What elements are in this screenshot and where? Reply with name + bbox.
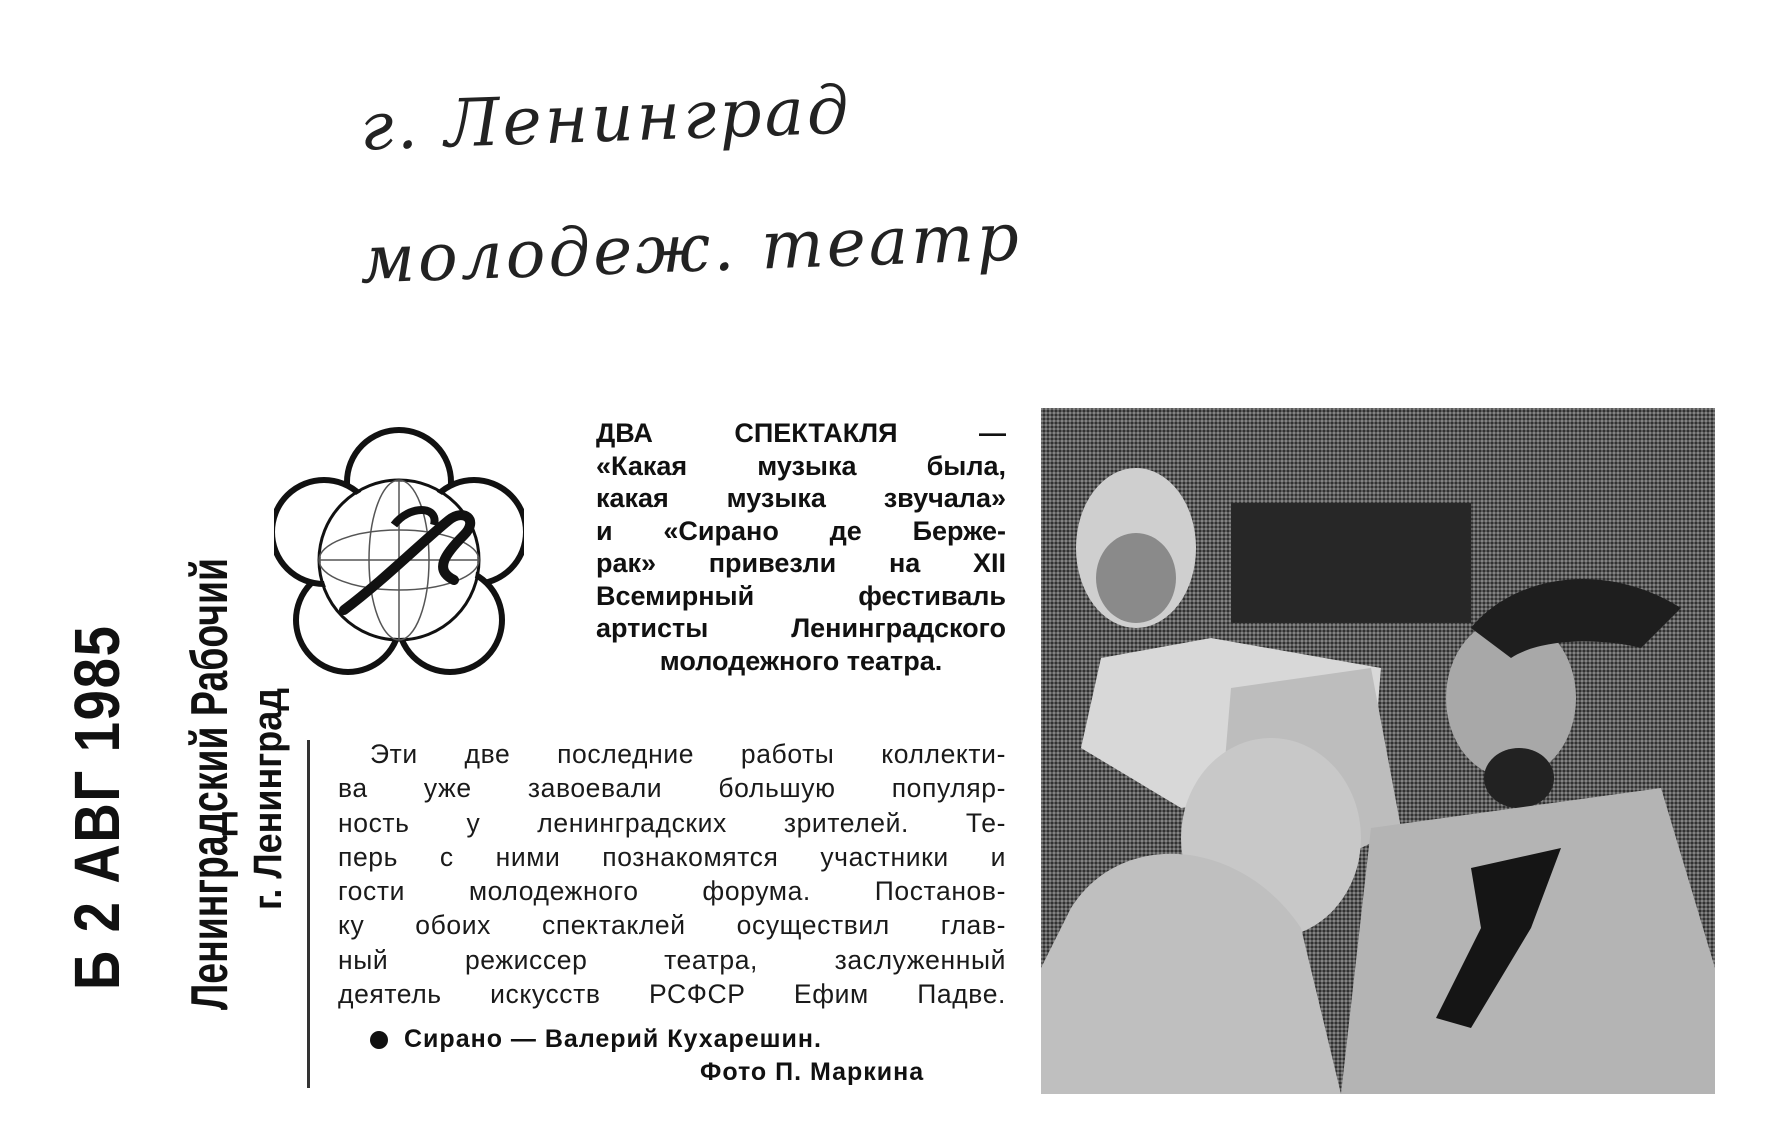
- body-line: деятель искусств РСФСР Ефим Падве.: [338, 979, 1006, 1010]
- lead-line: какая музыка звучала»: [596, 483, 1006, 513]
- handwritten-theatre-note: молодеж. театр: [358, 198, 1024, 299]
- lead-line: Всемирный фестиваль: [596, 580, 1006, 611]
- lead-line: рак» привезли на XII: [596, 548, 1006, 578]
- body-line: перь с ними познакомятся участники и: [338, 841, 1006, 872]
- lead-paragraph: [596, 417, 1006, 677]
- body-line: ва уже завоевали большую популяр-: [338, 773, 1006, 804]
- lead-line: артисты Ленинградского: [596, 613, 1006, 643]
- festival-flower-emblem-icon: [274, 420, 524, 690]
- newspaper-city-stamp: г. Ленинград: [246, 687, 290, 910]
- body-line: гости молодежного форума. Постанов-: [338, 876, 1006, 907]
- column-rule: [307, 740, 310, 1088]
- newspaper-name-stamp: Ленинградский Рабочий: [181, 557, 239, 1010]
- bullet-icon: [370, 1031, 388, 1049]
- body-line: ный режиссер театра, заслуженный: [338, 944, 1006, 975]
- lead-line: ДВА СПЕКТАКЛЯ —: [596, 418, 1006, 448]
- lead-line: и «Сирано де Берже-: [596, 515, 1006, 546]
- date-stamp: Б 2 АВГ 1985: [61, 624, 133, 990]
- body-line: ность у ленинградских зрителей. Те-: [338, 807, 1006, 838]
- body-line: Эти две последние работы коллекти-: [370, 739, 1006, 769]
- theatre-scene-photo: [1041, 408, 1715, 1094]
- photo-credit: Фото П. Маркина: [700, 1058, 925, 1086]
- body-line: ку обоих спектаклей осуществил глав-: [338, 910, 1006, 941]
- caption-text: Сирано — Валерий Кухарешин.: [404, 1025, 822, 1053]
- handwritten-city-note: г. Ленинград: [358, 71, 853, 166]
- lead-line: молодежного театра.: [659, 645, 943, 676]
- body-paragraph: [338, 737, 1006, 1011]
- lead-line: «Какая музыка была,: [596, 450, 1006, 481]
- photo-caption: [370, 1025, 970, 1054]
